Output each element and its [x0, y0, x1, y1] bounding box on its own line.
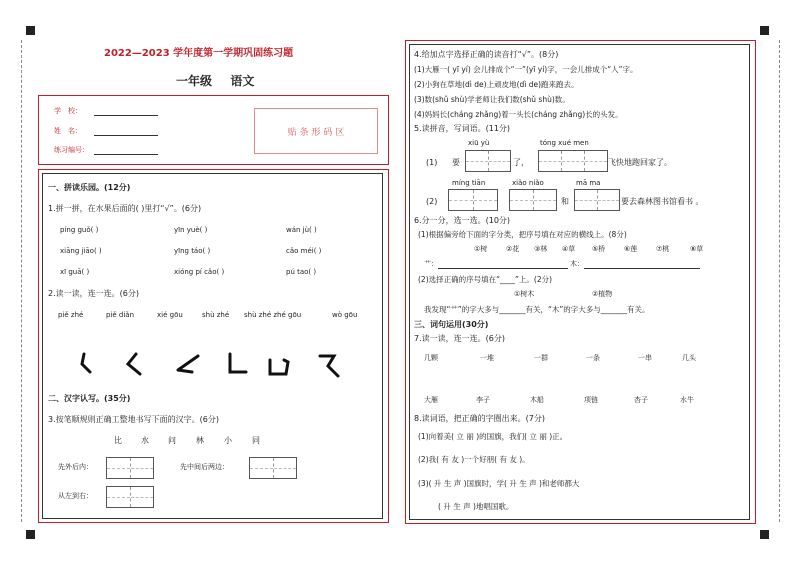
q5-text: 和 — [561, 197, 569, 206]
q6-char: ⑤桥 — [592, 245, 606, 253]
writing-grid-outer-inner[interactable] — [106, 457, 154, 479]
q5-text: 了， — [513, 158, 529, 167]
subject-label: 语文 — [230, 74, 255, 88]
exam-number-field[interactable] — [94, 154, 158, 155]
q1-item: yīn yuè( ) — [174, 226, 208, 234]
section-2-title: 二、汉字认写。(35分) — [48, 394, 131, 403]
q5-answer-grid-3[interactable] — [448, 189, 498, 211]
q2-prompt: 2.读一读，连一连。(6分) — [48, 289, 139, 298]
q6-char: ④草 — [562, 245, 576, 253]
q4-item: (2)小狗在草地(dì de)上顽皮地(dì de)跑来跑去。 — [414, 80, 579, 89]
exam-number-label: 练习编号： — [54, 146, 89, 154]
q6-char: ⑥莲 — [624, 245, 638, 253]
q1-item: yīng táo( ) — [174, 247, 211, 255]
q3-char: 小 — [224, 436, 232, 445]
barcode-label: 贴 条 形 码 区 — [287, 127, 345, 138]
q4-item: (3)数(shǔ shù)学老师让我们数(shǔ shù)数。 — [414, 95, 570, 104]
stroke-shu-zhe — [230, 354, 246, 372]
name-label: 姓 名： — [54, 127, 82, 135]
q5-num: (1) — [426, 158, 438, 167]
q6-option: ①树木 — [514, 290, 535, 298]
q5-text: 要 — [452, 158, 460, 167]
q5-text: 要去森林图书馆看书 。 — [621, 197, 704, 206]
q4-item: (1)大雁一( yī yí) 会儿排成个“一”(yī yí)字，一会儿排成个“人”字。 — [414, 65, 638, 74]
rule-label: 先外后内： — [58, 463, 93, 471]
name-field[interactable] — [94, 135, 158, 136]
grade-label: 一年级 — [176, 74, 213, 88]
q7-bottom-word: 木船 — [530, 396, 544, 404]
stroke-shu-zhe-zhe-gou — [270, 360, 288, 374]
q5-answer-grid-2[interactable] — [538, 150, 608, 172]
corner-mark-tl — [26, 26, 35, 35]
stroke-name: shù zhé zhé gōu — [244, 311, 302, 319]
exam-title: 2022—2023 学年度第一学期巩固练习题 — [104, 48, 294, 59]
q1-item: pú tao( ) — [286, 268, 317, 276]
q6-char: ③林 — [534, 245, 548, 253]
q7-prompt: 7.读一读，连一连。(6分) — [414, 334, 505, 343]
section-3-title: 三、词句运用(30分) — [414, 320, 489, 329]
q8-item: (2)我( 有 友 )一个好朋( 有 友 )。 — [418, 455, 530, 464]
q1-prompt: 1.拼一拼，在水果后面的( )里打“√”。(6分) — [48, 204, 202, 213]
q7-top-word: 一条 — [586, 354, 600, 362]
stroke-xie-gou — [178, 356, 198, 372]
corner-mark-br — [760, 530, 769, 539]
stroke-wo-gou — [320, 356, 338, 376]
stroke-name: xié gōu — [157, 311, 183, 319]
q3-prompt: 3.按笔顺规则正确工整地书写下面的汉字。(6分) — [48, 415, 219, 424]
q5-answer-grid-4[interactable] — [509, 189, 557, 211]
q6-grass-line[interactable] — [438, 268, 568, 269]
stroke-pie-zhe — [82, 354, 90, 372]
q8-item: (3)( 升 生 声 )国旗时，学( 升 生 声 )和老师都大 — [418, 479, 580, 488]
q7-top-word: 一串 — [638, 354, 652, 362]
stroke-name: piě diǎn — [106, 311, 135, 319]
q7-top-word: 一堆 — [480, 354, 494, 362]
q5-pinyin: mā ma — [576, 179, 601, 187]
writing-grid-middle-sides[interactable] — [249, 457, 297, 479]
q6-sentence: 我发现“艹”的字大多与_______有关，“木”的字大多与_______有关。 — [424, 305, 650, 314]
rule-label: 从左到右： — [58, 492, 93, 500]
stroke-glyphs — [70, 350, 360, 380]
q6-sub2: (2)选择正确的序号填在“____”上。(2分) — [418, 275, 553, 284]
q8-item: (1)向着美( 立 丽 )的国旗，我们( 立 丽 )正。 — [418, 432, 568, 441]
q6-category-grass: 艹： — [424, 260, 438, 268]
q7-bottom-word: 大雁 — [424, 396, 438, 404]
q8-prompt: 8.读词语，把正确的字圈出来。(7分) — [414, 414, 545, 423]
q7-top-word: 几头 — [682, 354, 696, 362]
q7-bottom-word: 李子 — [476, 396, 490, 404]
q1-item: xiāng jiāo( ) — [60, 247, 102, 255]
stroke-name: piě zhé — [58, 311, 84, 319]
q5-pinyin: xiū yù — [468, 139, 490, 147]
corner-mark-tr — [760, 26, 769, 35]
q6-char: ⑦桃 — [656, 245, 670, 253]
q6-prompt: 6.分一分，选一选。(10分) — [414, 216, 511, 225]
q8-item: ( 升 生 声 )地唱国歌。 — [438, 502, 514, 511]
q6-char: ①树 — [474, 245, 488, 253]
q5-pinyin: xiǎo niǎo — [512, 179, 544, 187]
q5-answer-grid-5[interactable] — [574, 189, 620, 211]
corner-mark-bl — [26, 530, 35, 539]
q5-answer-grid-1[interactable] — [465, 150, 511, 172]
q7-top-word: 几颗 — [424, 354, 438, 362]
q5-prompt: 5.读拼音，写词语。(11分) — [414, 124, 511, 133]
q3-char: 同 — [252, 436, 260, 445]
rule-label: 先中间后两边： — [180, 463, 229, 471]
q6-wood-line[interactable] — [584, 268, 700, 269]
q3-char: 水 — [141, 436, 149, 445]
q3-char: 问 — [168, 436, 176, 445]
q3-char: 比 — [114, 436, 122, 445]
q5-text: 飞快地跑回家了。 — [608, 158, 672, 167]
stroke-pie-dian — [128, 354, 140, 374]
q7-top-word: 一群 — [534, 354, 548, 362]
school-field[interactable] — [94, 115, 158, 116]
q6-category-wood: 木： — [570, 260, 584, 268]
q7-bottom-word: 项链 — [584, 396, 598, 404]
q7-bottom-word: 水牛 — [680, 396, 694, 404]
right-fold-line — [779, 40, 780, 522]
q4-item: (4)妈妈长(cháng zhǎng)着一头长(cháng zhǎng)长的头发。 — [414, 110, 623, 119]
section-1-title: 一、拼读乐园。(12分) — [48, 183, 131, 192]
q6-sub1: (1)根据偏旁给下面的字分类，把序号填在对应的横线上。(8分) — [418, 230, 627, 239]
school-label: 学 校： — [54, 107, 82, 115]
writing-grid-left-right[interactable] — [106, 486, 154, 508]
q6-char: ⑧草 — [690, 245, 704, 253]
q5-num: (2) — [426, 197, 438, 206]
q5-pinyin: tóng xué men — [540, 139, 589, 147]
left-fold-line — [21, 40, 22, 522]
q7-bottom-word: 杏子 — [634, 396, 648, 404]
q1-item: xī guā( ) — [60, 268, 90, 276]
stroke-name: wò gōu — [332, 311, 358, 319]
q6-char: ②花 — [506, 245, 520, 253]
grade-subject — [176, 72, 254, 89]
q1-item: cǎo méi( ) — [286, 247, 322, 255]
q3-char: 林 — [196, 436, 204, 445]
q5-pinyin: míng tiān — [452, 179, 486, 187]
q6-option: ②植物 — [592, 290, 613, 298]
stroke-name: shù zhé — [202, 311, 230, 319]
q1-item: wán jù( ) — [286, 226, 317, 234]
q1-item: píng guǒ( ) — [60, 226, 99, 234]
barcode-area — [254, 108, 378, 154]
q1-item: xióng pí cǎo( ) — [174, 268, 225, 276]
q4-prompt: 4.给加点字选择正确的读音打“√”。(8分) — [414, 50, 559, 59]
